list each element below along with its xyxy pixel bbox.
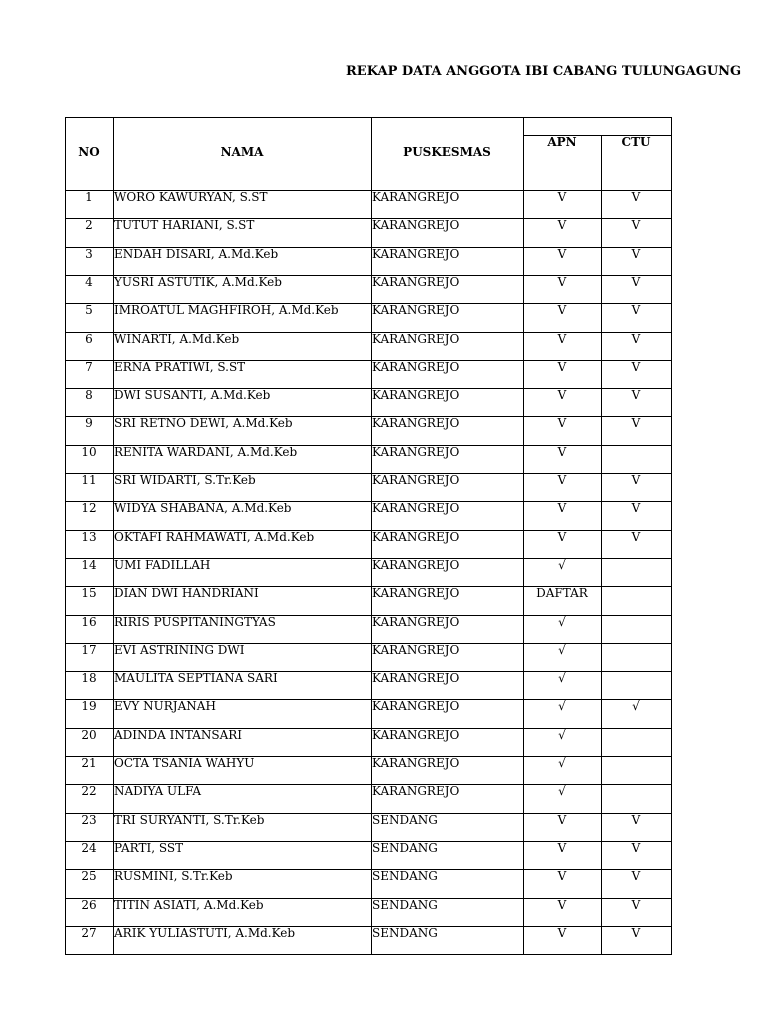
cell-ctu: V xyxy=(631,416,641,430)
cell-no: 1 xyxy=(85,190,93,204)
table-border-top xyxy=(65,117,671,118)
cell-no: 21 xyxy=(81,756,97,770)
cell-no: 20 xyxy=(81,728,97,742)
cell-no: 25 xyxy=(81,869,97,883)
cell-apn: √ xyxy=(558,643,566,657)
cell-nama: OCTA TSANIA WAHYU xyxy=(114,756,255,770)
cell-nama: OKTAFI RAHMAWATI, A.Md.Keb xyxy=(114,530,315,544)
cell-no: 26 xyxy=(81,898,97,912)
cell-apn: V xyxy=(557,332,567,346)
cell-apn: V xyxy=(557,275,567,289)
cell-puskesmas: KARANGREJO xyxy=(372,416,460,430)
column-header-apn: APN xyxy=(547,135,577,149)
cell-puskesmas: SENDANG xyxy=(372,898,438,912)
cell-nama: TITIN ASIATI, A.Md.Keb xyxy=(114,898,264,912)
cell-no: 12 xyxy=(81,501,97,515)
cell-puskesmas: KARANGREJO xyxy=(372,218,460,232)
cell-puskesmas: KARANGREJO xyxy=(372,586,460,600)
cell-no: 24 xyxy=(81,841,97,855)
cell-apn: V xyxy=(557,445,567,459)
cell-no: 7 xyxy=(85,360,93,374)
cell-nama: SRI WIDARTI, S.Tr.Keb xyxy=(114,473,256,487)
cell-apn: V xyxy=(557,530,567,544)
cell-ctu: V xyxy=(631,190,641,204)
cell-no: 18 xyxy=(81,671,97,685)
cell-nama: ADINDA INTANSARI xyxy=(114,728,243,742)
cell-apn: V xyxy=(557,190,567,204)
document-title: REKAP DATA ANGGOTA IBI CABANG TULUNGAGUNG xyxy=(346,64,742,79)
cell-nama: PARTI, SST xyxy=(114,841,184,855)
cell-nama: WORO KAWURYAN, S.ST xyxy=(114,190,268,204)
cell-nama: DIAN DWI HANDRIANI xyxy=(114,586,259,600)
row-divider xyxy=(65,954,671,955)
cell-nama: NADIYA ULFA xyxy=(114,784,202,798)
cell-nama: ERNA PRATIWI, S.ST xyxy=(114,360,246,374)
cell-no: 10 xyxy=(81,445,97,459)
cell-nama: TUTUT HARIANI, S.ST xyxy=(114,218,255,232)
cell-no: 5 xyxy=(85,303,93,317)
cell-puskesmas: SENDANG xyxy=(372,813,438,827)
cell-no: 8 xyxy=(85,388,93,402)
cell-puskesmas: KARANGREJO xyxy=(372,445,460,459)
cell-no: 27 xyxy=(81,926,97,940)
cell-nama: RUSMINI, S.Tr.Keb xyxy=(114,869,233,883)
cell-puskesmas: KARANGREJO xyxy=(372,501,460,515)
cell-ctu: V xyxy=(631,332,641,346)
cell-no: 3 xyxy=(85,247,93,261)
cell-no: 22 xyxy=(81,784,97,798)
cell-nama: IMROATUL MAGHFIROH, A.Md.Keb xyxy=(114,303,339,317)
cell-apn: V xyxy=(557,926,567,940)
cell-ctu: V xyxy=(631,218,641,232)
cell-puskesmas: KARANGREJO xyxy=(372,784,460,798)
cell-no: 9 xyxy=(85,416,93,430)
cell-puskesmas: KARANGREJO xyxy=(372,699,460,713)
cell-nama: WIDYA SHABANA, A.Md.Keb xyxy=(114,501,292,515)
cell-puskesmas: KARANGREJO xyxy=(372,615,460,629)
cell-apn: V xyxy=(557,360,567,374)
cell-no: 23 xyxy=(81,813,97,827)
cell-apn: √ xyxy=(558,699,566,713)
cell-ctu: V xyxy=(631,501,641,515)
cell-apn: V xyxy=(557,501,567,515)
cell-apn: √ xyxy=(558,615,566,629)
cell-nama: MAULITA SEPTIANA SARI xyxy=(114,671,278,685)
cell-apn: √ xyxy=(558,756,566,770)
cell-puskesmas: KARANGREJO xyxy=(372,530,460,544)
cell-apn: V xyxy=(557,218,567,232)
cell-ctu: V xyxy=(631,841,641,855)
cell-ctu: V xyxy=(631,926,641,940)
cell-ctu: V xyxy=(631,360,641,374)
cell-apn: √ xyxy=(558,558,566,572)
cell-puskesmas: SENDANG xyxy=(372,841,438,855)
cell-apn: V xyxy=(557,898,567,912)
column-header-no: NO xyxy=(78,145,100,159)
cell-puskesmas: SENDANG xyxy=(372,926,438,940)
cell-apn: √ xyxy=(558,784,566,798)
cell-apn: V xyxy=(557,841,567,855)
cell-ctu: V xyxy=(631,473,641,487)
cell-nama: RIRIS PUSPITANINGTYAS xyxy=(114,615,276,629)
cell-apn: √ xyxy=(558,728,566,742)
cell-puskesmas: KARANGREJO xyxy=(372,275,460,289)
cell-apn: V xyxy=(557,473,567,487)
cell-nama: TRI SURYANTI, S.Tr.Keb xyxy=(114,813,265,827)
cell-puskesmas: KARANGREJO xyxy=(372,303,460,317)
cell-ctu: √ xyxy=(632,699,640,713)
cell-puskesmas: SENDANG xyxy=(372,869,438,883)
cell-no: 15 xyxy=(81,586,97,600)
cell-nama: WINARTI, A.Md.Keb xyxy=(114,332,240,346)
cell-no: 11 xyxy=(81,473,97,487)
cell-ctu: V xyxy=(631,869,641,883)
cell-apn: V xyxy=(557,416,567,430)
cell-puskesmas: KARANGREJO xyxy=(372,360,460,374)
cell-apn: V xyxy=(557,247,567,261)
cell-nama: DWI SUSANTI, A.Md.Keb xyxy=(114,388,271,402)
cell-nama: RENITA WARDANI, A.Md.Keb xyxy=(114,445,298,459)
cell-ctu: V xyxy=(631,388,641,402)
cell-no: 4 xyxy=(85,275,93,289)
cell-puskesmas: KARANGREJO xyxy=(372,388,460,402)
column-divider xyxy=(671,117,672,955)
column-header-ctu: CTU xyxy=(621,135,651,149)
cell-apn: DAFTAR xyxy=(536,586,588,600)
cell-no: 14 xyxy=(81,558,97,572)
cell-ctu: V xyxy=(631,275,641,289)
cell-apn: V xyxy=(557,813,567,827)
cell-puskesmas: KARANGREJO xyxy=(372,671,460,685)
cell-ctu: V xyxy=(631,247,641,261)
cell-no: 2 xyxy=(85,218,93,232)
cell-puskesmas: KARANGREJO xyxy=(372,332,460,346)
cell-no: 17 xyxy=(81,643,97,657)
cell-nama: EVI ASTRINING DWI xyxy=(114,643,245,657)
cell-puskesmas: KARANGREJO xyxy=(372,473,460,487)
cell-no: 16 xyxy=(81,615,97,629)
cell-apn: V xyxy=(557,303,567,317)
cell-nama: YUSRI ASTUTIK, A.Md.Keb xyxy=(114,275,282,289)
cell-puskesmas: KARANGREJO xyxy=(372,190,460,204)
cell-apn: V xyxy=(557,869,567,883)
cell-ctu: V xyxy=(631,813,641,827)
cell-nama: ARIK YULIASTUTI, A.Md.Keb xyxy=(114,926,296,940)
cell-ctu: V xyxy=(631,898,641,912)
cell-puskesmas: KARANGREJO xyxy=(372,756,460,770)
cell-puskesmas: KARANGREJO xyxy=(372,247,460,261)
column-header-puskesmas: PUSKESMAS xyxy=(403,145,491,159)
cell-nama: UMI FADILLAH xyxy=(114,558,211,572)
cell-apn: V xyxy=(557,388,567,402)
cell-nama: ENDAH DISARI, A.Md.Keb xyxy=(114,247,279,261)
cell-ctu: V xyxy=(631,530,641,544)
cell-no: 13 xyxy=(81,530,97,544)
cell-no: 6 xyxy=(85,332,93,346)
cell-nama: SRI RETNO DEWI, A.Md.Keb xyxy=(114,416,293,430)
cell-puskesmas: KARANGREJO xyxy=(372,558,460,572)
cell-puskesmas: KARANGREJO xyxy=(372,643,460,657)
cell-puskesmas: KARANGREJO xyxy=(372,728,460,742)
cell-apn: √ xyxy=(558,671,566,685)
cell-nama: EVY NURJANAH xyxy=(114,699,216,713)
cell-no: 19 xyxy=(81,699,97,713)
cell-ctu: V xyxy=(631,303,641,317)
column-header-nama: NAMA xyxy=(220,145,264,159)
